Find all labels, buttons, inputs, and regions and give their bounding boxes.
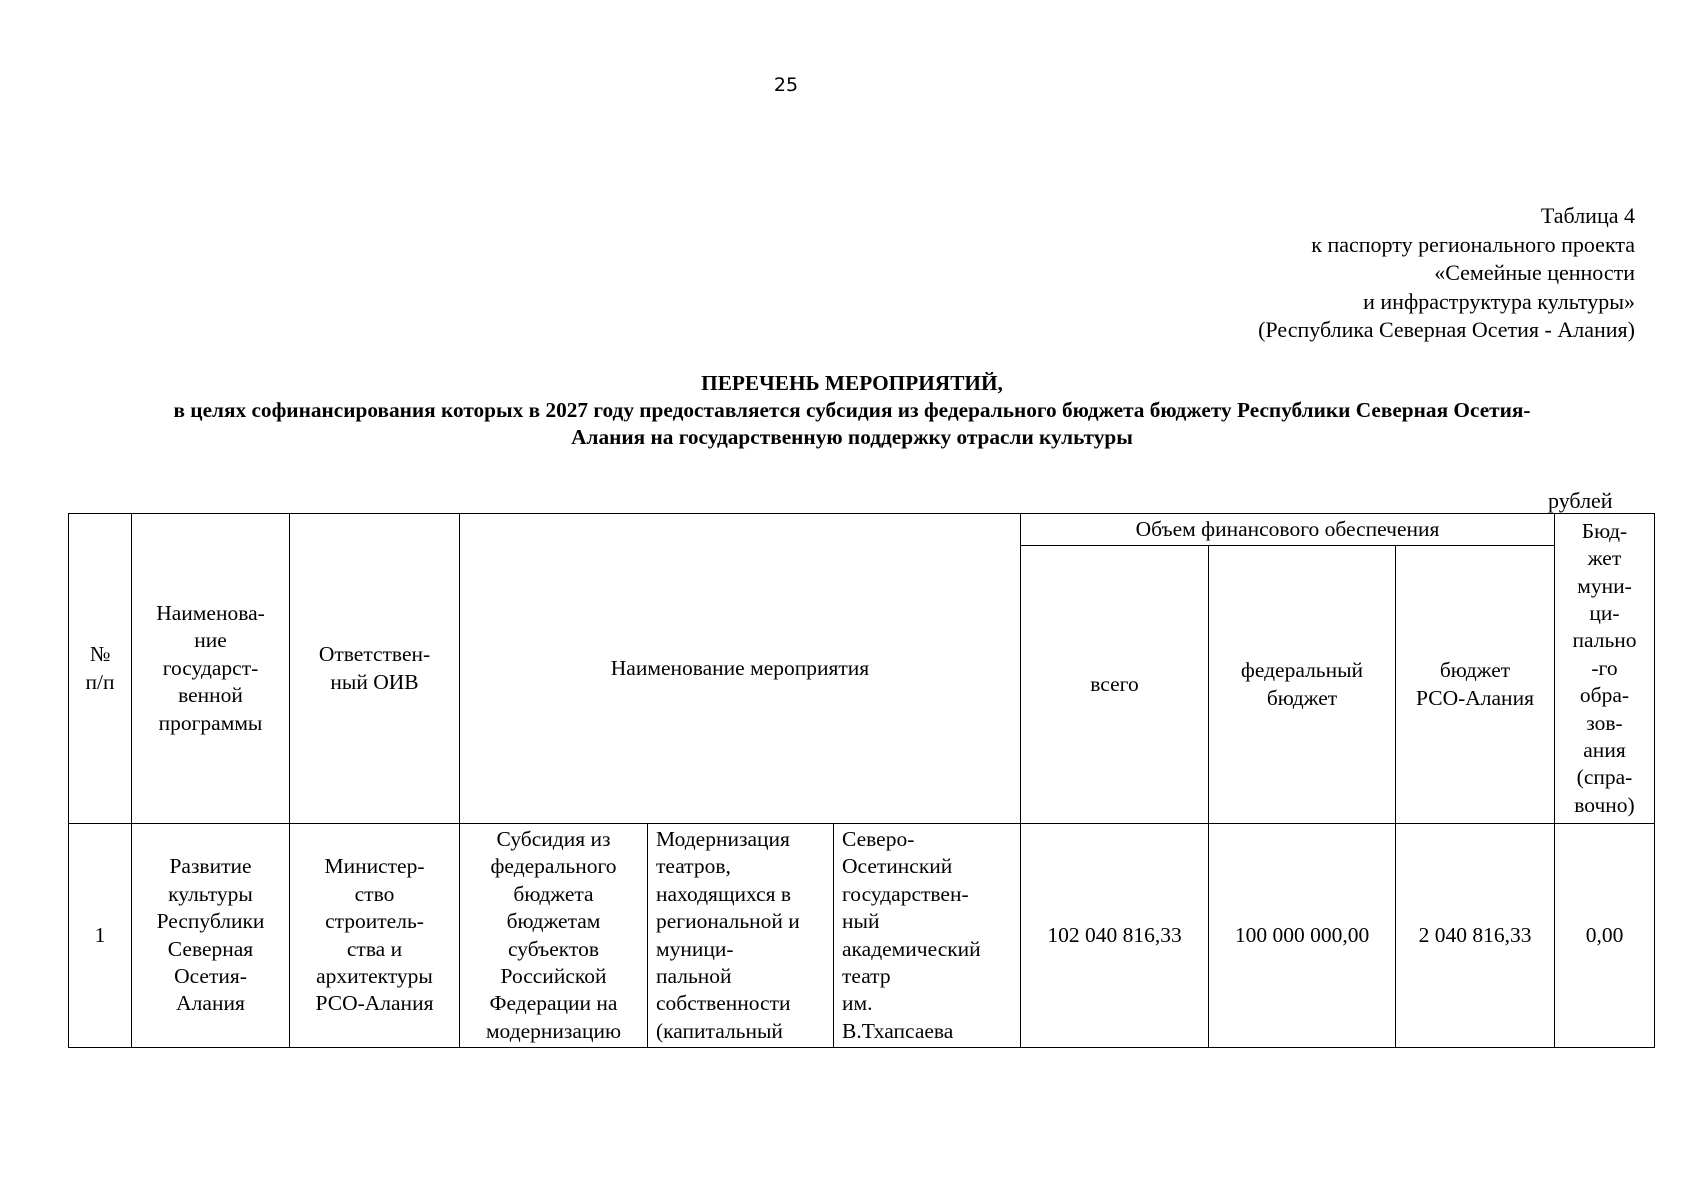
cell-text-line: находящихся в <box>656 881 792 906</box>
cell-text-line: бюджет <box>1439 658 1511 683</box>
header-federal <box>1209 546 1396 824</box>
cell-text-line: зов- <box>1586 710 1623 735</box>
cell-text-line: Осетинский <box>842 854 953 879</box>
cell-text-line: архитектуры <box>316 963 433 988</box>
cell-text-line: ания <box>1583 738 1626 763</box>
cell-text-line: субъектов <box>508 936 599 961</box>
header-number <box>69 514 132 824</box>
header-total: всего <box>1021 546 1209 824</box>
cell-text-line: -го <box>1591 655 1618 680</box>
cell-text-line: федеральный <box>1240 658 1364 683</box>
cell-text-line: п/п <box>85 669 115 694</box>
cell-text-line: модернизацию <box>485 1018 622 1043</box>
cell-text-line: В.Тхапсаева <box>842 1018 954 1043</box>
cell-text-line: Северная <box>167 936 254 961</box>
cell-text-line: Алания <box>176 991 245 1016</box>
cell-text-line: бюджет <box>1266 685 1338 710</box>
cell-regional: 2 040 816,33 <box>1396 824 1555 1048</box>
page-number: 25 <box>773 74 799 96</box>
cell-activity-object <box>834 824 1021 1048</box>
cell-text-line: ство <box>354 881 395 906</box>
cell-text-line: театр <box>842 964 891 989</box>
cell-text-line: Министер- <box>324 854 425 879</box>
attachment-line: и инфраструктура культуры» <box>1363 288 1635 314</box>
cell-text-line: обра- <box>1579 683 1630 708</box>
cell-text-line: академический <box>842 936 981 961</box>
cell-text-line: собственности <box>656 991 791 1016</box>
cell-text-line: государствен- <box>842 881 969 906</box>
cell-text-line: ный <box>842 909 880 934</box>
cell-text-line: № <box>89 642 111 667</box>
activities-table <box>68 513 1655 1048</box>
cell-text-line: программы <box>158 710 263 735</box>
cell-text-line: государст- <box>162 655 259 680</box>
header-municipal <box>1555 514 1655 824</box>
cell-text-line: муни- <box>1577 573 1632 598</box>
header-regional <box>1396 546 1555 824</box>
cell-text-line: Наименова- <box>156 600 265 625</box>
cell-text-line: пальной <box>656 964 732 989</box>
cell-text-line: ние <box>194 628 227 653</box>
cell-text-line: ства и <box>346 936 403 961</box>
cell-text-line: строитель- <box>325 909 424 934</box>
cell-text-line: венной <box>178 683 243 708</box>
cell-program <box>132 824 290 1048</box>
cell-responsible <box>290 824 460 1048</box>
cell-federal: 100 000 000,00 <box>1209 824 1396 1048</box>
attachment-line: (Республика Северная Осетия - Алания) <box>1258 317 1635 342</box>
cell-text-line: РСО-Алания <box>1416 685 1534 710</box>
heading-subtitle-line: в целях софинансирования которых в 2027 году предоставляется субсидия из федерального бюджета бюджету Республики Северная Осетия- <box>173 398 1531 422</box>
table-attachment-note <box>1258 202 1635 345</box>
cell-text-line: Развитие <box>169 854 252 879</box>
heading-subtitle-line: Алания на государственную поддержку отрасли культуры <box>571 425 1133 449</box>
cell-text-line: Российской <box>500 964 607 989</box>
cell-text-line: вочно) <box>1574 792 1635 817</box>
cell-municipal: 0,00 <box>1555 824 1655 1048</box>
cell-total: 102 040 816,33 <box>1021 824 1209 1048</box>
heading-title: ПЕРЕЧЕНЬ МЕРОПРИЯТИЙ, <box>701 371 1003 395</box>
cell-number: 1 <box>69 824 132 1048</box>
cell-text-line: Республики <box>156 909 265 934</box>
header-funding-group: Объем финансового обеспечения <box>1021 514 1555 546</box>
attachment-line: к паспорту регионального проекта <box>1311 231 1635 257</box>
cell-text-line: Северо- <box>842 827 915 851</box>
cell-text-line: бюджета <box>513 881 594 906</box>
cell-text-line: культуры <box>168 881 253 906</box>
cell-text-line: Ответствен- <box>318 642 431 667</box>
attachment-line: «Семейные ценности <box>1434 260 1635 285</box>
cell-text-line: Бюд- <box>1581 518 1628 543</box>
cell-text-line: (спра- <box>1576 765 1633 790</box>
cell-text-line: ци- <box>1589 600 1620 625</box>
cell-text-line: Модернизация <box>656 827 790 851</box>
cell-text-line: жет <box>1587 546 1622 571</box>
units-label: рублей <box>1548 488 1613 513</box>
cell-text-line: Осетия- <box>174 963 247 988</box>
cell-text-line: муници- <box>656 936 734 961</box>
cell-activity-modernization <box>648 824 834 1048</box>
cell-text-line: федерального <box>490 854 617 879</box>
attachment-line: Таблица 4 <box>1540 203 1635 228</box>
cell-text-line: Субсидия из <box>496 827 611 851</box>
cell-text-line: бюджетам <box>506 909 601 934</box>
header-activity: Наименование мероприятия <box>460 514 1021 824</box>
cell-text-line: им. <box>842 991 873 1016</box>
cell-text-line: региональной и <box>656 909 800 934</box>
cell-text-line: (капитальный <box>656 1018 783 1043</box>
cell-text-line: РСО-Алания <box>315 991 434 1016</box>
cell-text-line: ный ОИВ <box>330 669 419 694</box>
document-heading <box>62 370 1642 451</box>
header-program <box>132 514 290 824</box>
cell-activity-subsidy <box>460 824 648 1048</box>
header-row-group <box>69 514 1655 546</box>
header-responsible <box>290 514 460 824</box>
cell-text-line: пально <box>1572 628 1637 653</box>
table-row <box>69 824 1655 1048</box>
cell-text-line: театров, <box>656 854 731 879</box>
cell-text-line: Федерации на <box>489 991 618 1016</box>
